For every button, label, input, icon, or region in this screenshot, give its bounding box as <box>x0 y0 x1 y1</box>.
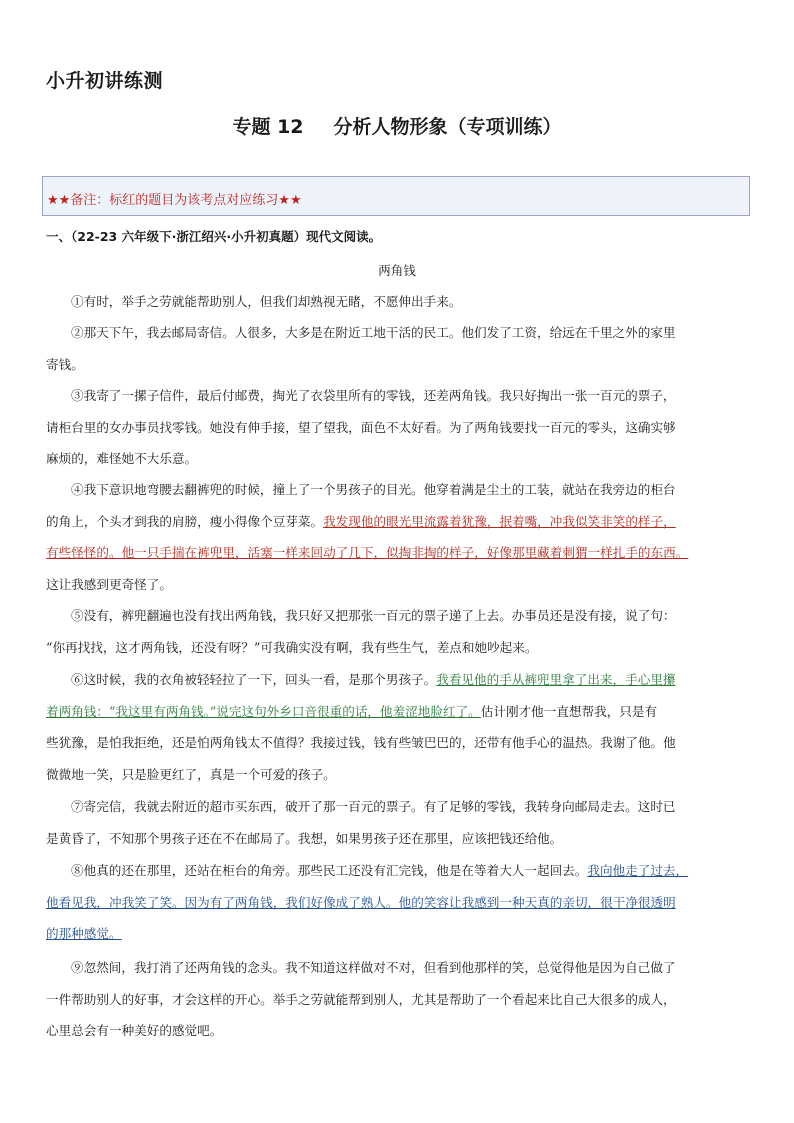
section-heading: 一、（22-23 六年级下·浙江绍兴·小升初真题）现代文阅读。 <box>46 229 382 244</box>
highlight-blue: 他看见我，冲我笑了笑。因为有了两角钱，我们好像成了熟人。他的笑容让我感到一种天真的亲切，很干净很透明 <box>46 894 676 910</box>
paragraph-line: ②那天下午，我去邮局寄信。人很多，大多是在附近工地干活的民工。他们发了工资，给远在千里之外的家里 <box>71 325 676 340</box>
paragraph-8 <box>46 855 756 950</box>
topic-number: 专题 12 <box>232 116 304 138</box>
highlight-blue: 我向他走了过去， <box>587 863 689 878</box>
paragraph-line: 麻烦的，难怪她不大乐意。 <box>46 451 198 466</box>
page-title <box>0 112 794 139</box>
paragraph-line: ①有时，举手之劳就能帮助别人，但我们却熟视无睹，不愿伸出手来。 <box>71 294 462 309</box>
paragraph-line <box>46 696 756 728</box>
paragraph-line <box>46 855 756 887</box>
paragraph-line: 一件帮助别人的好事，才会这样的开心。举手之劳就能帮到别人，尤其是帮助了一个看起来比自己大很多的成人， <box>46 991 676 1007</box>
paragraph-3 <box>46 380 756 475</box>
paragraph-line: “你再找找，这才两角钱，还没有呀？”可我确实没有啊，我有些生气，差点和她吵起来。 <box>46 639 538 655</box>
paragraph-line <box>46 506 756 538</box>
paragraph-line: 是黄昏了，不知那个男孩子还在不在邮局了。我想，如果男孩子还在那里，应该把钱还给他。 <box>46 830 563 846</box>
plain-text: 的角上，个头才到我的肩膀，瘦小得像个豆芽菜。 <box>46 513 324 529</box>
highlight-red: 我发现他的眼光里流露着犹豫，抿着嘴，冲我似笑非笑的样子， <box>323 513 676 529</box>
paragraph-7 <box>46 791 756 854</box>
plain-text: ⑧他真的还在那里，还站在柜台的角旁。那些民工还没有汇完钱，他是在等着大人一起回去。 <box>71 863 588 878</box>
paragraph-line <box>46 887 756 919</box>
highlight-red: 有些怪怪的。他一只手揣在裤兜里，活塞一样来回动了几下，似掏非掏的样子，好像那里藏着刺猬一样扎手的东西。 <box>46 545 689 560</box>
plain-text: ⑥这时候，我的衣角被轻轻拉了一下，回头一看，是那个男孩子。 <box>71 672 437 687</box>
highlight-green: 我看见他的手从裤兜里拿了出来，手心里攥 <box>436 672 676 687</box>
paragraph-line: 心里总会有一种美好的感觉吧。 <box>46 1023 223 1038</box>
paragraph-line: 寄钱。 <box>46 356 84 372</box>
paragraph-line: ⑦寄完信，我就去附近的超市买东西，破开了那一百元的票子。有了足够的零钱，我转身向邮局走去。这时已 <box>71 799 676 814</box>
paragraph-4 <box>46 474 756 600</box>
highlight-blue: 的那种感觉。 <box>46 926 122 941</box>
article-title: 两角钱 <box>378 263 416 278</box>
note-box <box>42 176 750 216</box>
paragraph-9 <box>46 952 756 1047</box>
paragraph-line: 请柜台里的女办事员找零钱。她没有伸手接，望了望我，面色不太好看。为了两角钱要找一百元的零头，这确实够 <box>46 419 676 435</box>
paragraph-6 <box>46 664 756 790</box>
plain-text: 估计刚才他一直想帮我，只是有 <box>480 703 658 719</box>
series-label: 小升初讲练测 <box>46 70 164 92</box>
note-text: ★★备注：标红的题目为该考点对应练习★★ <box>47 193 302 208</box>
paragraph-line: 些犹豫，是怕我拒绝，还是怕两角钱太不值得？我接过钱，钱有些皱巴巴的，还带有他手心的温热。我谢了他。他 <box>46 735 676 750</box>
topic-title: 分析人物形象（专项训练） <box>333 116 562 138</box>
paragraph-2 <box>46 317 756 380</box>
paragraph-line: 微微地一笑，只是脸更红了，真是一个可爱的孩子。 <box>46 766 336 782</box>
paragraph-line <box>46 537 756 569</box>
paragraph-line: ③我寄了一摞子信件，最后付邮费，掏光了衣袋里所有的零钱，还差两角钱。我只好掏出一张一百元的票子， <box>71 388 676 403</box>
highlight-green: 着两角钱：“我这里有两角钱。”说完这句外乡口音很重的话，他羞涩地脸红了。 <box>46 703 481 719</box>
paragraph-line <box>46 664 756 696</box>
paragraph-line: ④我下意识地弯腰去翻裤兜的时候，撞上了一个男孩子的目光。他穿着满是尘土的工装，就站在我旁边的柜台 <box>71 482 676 497</box>
paragraph-line: ⑤没有，裤兜翻遍也没有找出两角钱，我只好又把那张一百元的票子递了上去。办事员还是没有接，说了句： <box>71 608 676 623</box>
paragraph-line <box>46 918 756 950</box>
paragraph-line: ⑨忽然间，我打消了还两角钱的念头。我不知道这样做对不对，但看到他那样的笑，总觉得他是因为自己做了 <box>71 960 676 975</box>
paragraph-5 <box>46 600 756 663</box>
paragraph-line: 这让我感到更奇怪了。 <box>46 576 172 592</box>
paragraph-1 <box>46 286 756 318</box>
